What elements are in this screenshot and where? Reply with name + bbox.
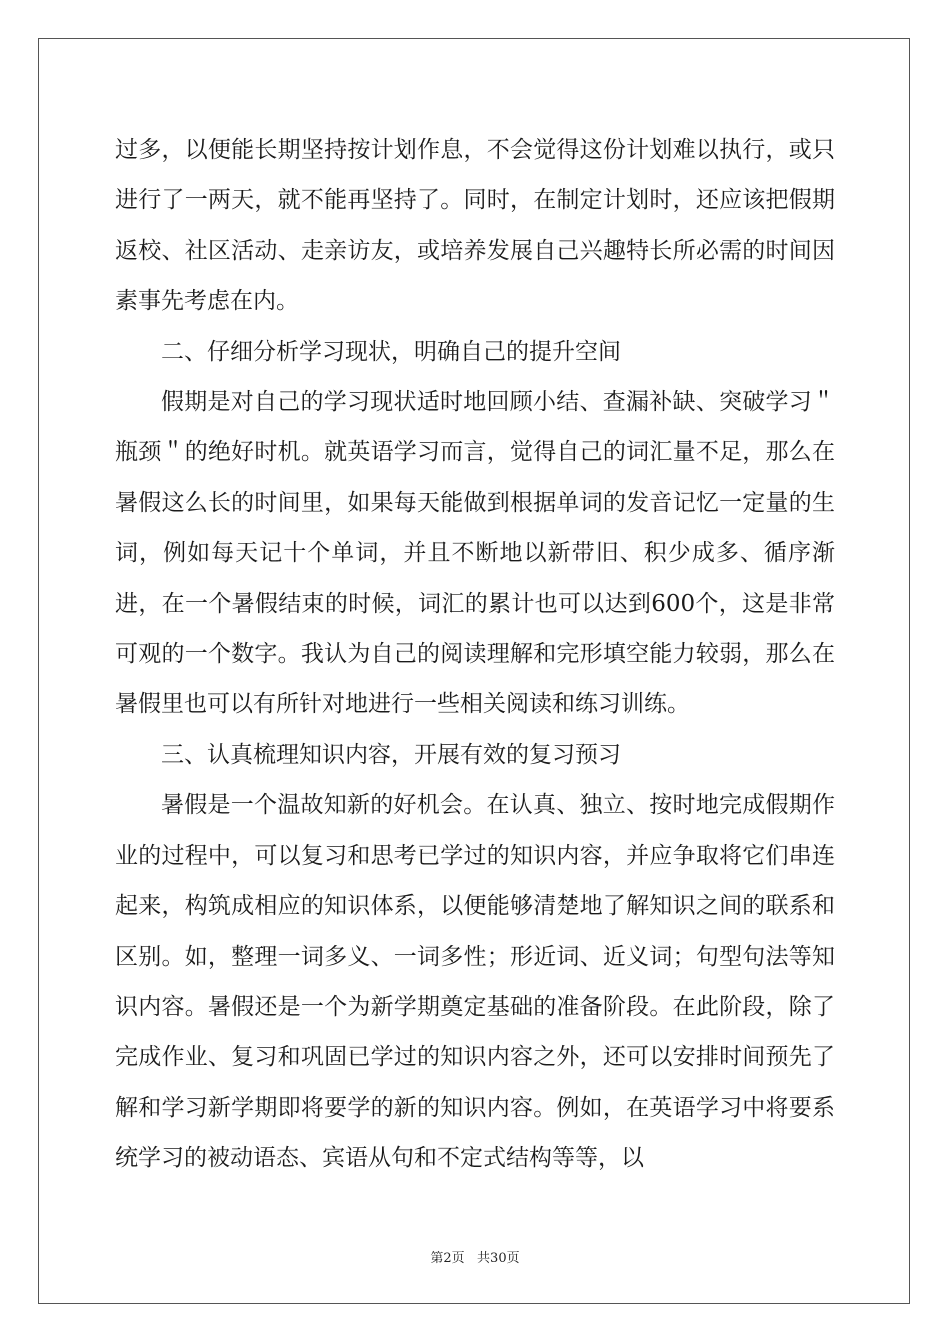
section-heading-2: 二、仔细分析学习现状，明确自己的提升空间 bbox=[161, 338, 621, 365]
page-footer: 第2页 共30页 bbox=[430, 1251, 520, 1266]
section-heading-3: 三、认真梳理知识内容，开展有效的复习预习 bbox=[161, 741, 621, 768]
document-body bbox=[115, 125, 835, 1184]
paragraph-3: 暑假是一个温故知新的好机会。在认真、独立、按时地完成假期作业的过程中，可以复习和思考已学过的知识内容，并应争取将它们串连起来，构筑成相应的知识体系，以便能够清楚地了解知识之间的联系和区别。如，整理一词多义、一词多性；形近词、近义词；句型句法等知识内容。暑假还是一个为新学期奠定基础的准备阶段。在此阶段，除了完成作业、复习和巩固已学过的知识内容之外，还可以安排时间预先了解和学习新学期即将要学的新的知识内容。例如，在英语学习中将要系统学习的被动语态、宾语从句和不定式结构等等，以 bbox=[115, 792, 835, 1172]
paragraph-2: 假期是对自己的学习现状适时地回顾小结、查漏补缺、突破学习＂瓶颈＂的绝好时机。就英语学习而言，觉得自己的词汇量不足，那么在暑假这么长的时间里，如果每天能做到根据单词的发音记忆一定量的生词，例如每天记十个单词，并且不断地以新带旧、积少成多、循序渐进，在一个暑假结束的时候，词汇的累计也可以达到600个，这是非常可观的一个数字。我认为自己的阅读理解和完形填空能力较弱，那么在暑假里也可以有所针对地进行一些相关阅读和练习训练。 bbox=[115, 389, 835, 718]
paragraph-1: 过多，以便能长期坚持按计划作息，不会觉得这份计划难以执行，或只进行了一两天，就不能再坚持了。同时，在制定计划时，还应该把假期返校、社区活动、走亲访友，或培养发展自己兴趣特长所必需的时间因素事先考虑在内。 bbox=[115, 137, 835, 315]
